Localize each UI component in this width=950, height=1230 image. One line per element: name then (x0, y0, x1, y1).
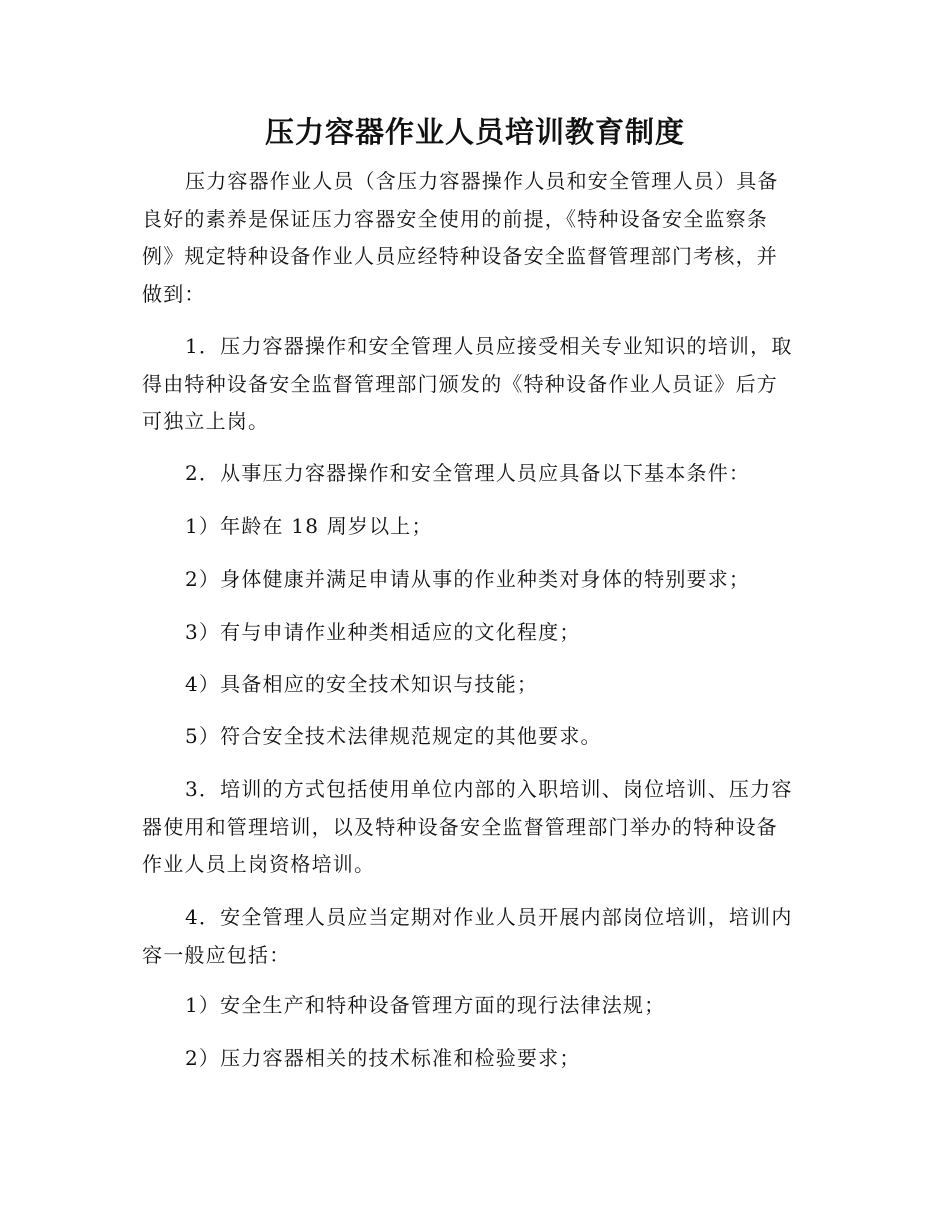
paragraph-line: 容一般应包括： (142, 942, 291, 967)
intro-paragraph (142, 163, 807, 313)
list-item: 2）身体健康并满足申请从事的作业种类对身体的特别要求； (185, 567, 751, 591)
item-2-paragraph: 2．从事压力容器操作和安全管理人员应具备以下基本条件： (185, 461, 751, 485)
paragraph-line: 1．压力容器操作和安全管理人员应接受相关专业知识的培训，取 (185, 334, 793, 358)
list-item: 2）压力容器相关的技术标准和检验要求； (185, 1046, 581, 1070)
list-item: 3）有与申请作业种类相适应的文化程度； (185, 620, 581, 644)
item-4-paragraph (142, 899, 807, 974)
paragraph-line: 器使用和管理培训，以及特种设备安全监督管理部门举办的特种设备 (142, 814, 778, 839)
list-item: 1）年龄在 18 周岁以上； (185, 514, 433, 538)
paragraph-line: 可独立上岗。 (142, 409, 270, 433)
paragraph-line: 做到： (142, 281, 206, 306)
list-item: 4）具备相应的安全技术知识与技能； (185, 672, 539, 696)
document-title: 压力容器作业人员培训教育制度 (264, 115, 685, 149)
paragraph-line: 3．培训的方式包括使用单位内部的入职培训、岗位培训、压力容 (185, 777, 793, 801)
paragraph-line: 得由特种设备安全监督管理部门颁发的《特种设备作业人员证》后方 (142, 371, 778, 396)
list-item: 5）符合安全技术法律规范规定的其他要求。 (185, 724, 602, 748)
paragraph-line: 压力容器作业人员（含压力容器操作人员和安全管理人员）具备 (185, 169, 779, 193)
item-1-paragraph (142, 328, 807, 441)
list-item: 1）安全生产和特种设备管理方面的现行法律法规； (185, 993, 666, 1017)
item-3-paragraph (142, 771, 807, 884)
paragraph-line: 4．安全管理人员应当定期对作业人员开展内部岗位培训，培训内 (185, 905, 793, 929)
paragraph-line: 作业人员上岗资格培训。 (142, 852, 376, 876)
paragraph-line: 例》规定特种设备作业人员应经特种设备安全监督管理部门考核，并 (142, 244, 778, 268)
paragraph-line: 良好的素养是保证压力容器安全使用的前提，《特种设备安全监察条 (142, 206, 768, 231)
